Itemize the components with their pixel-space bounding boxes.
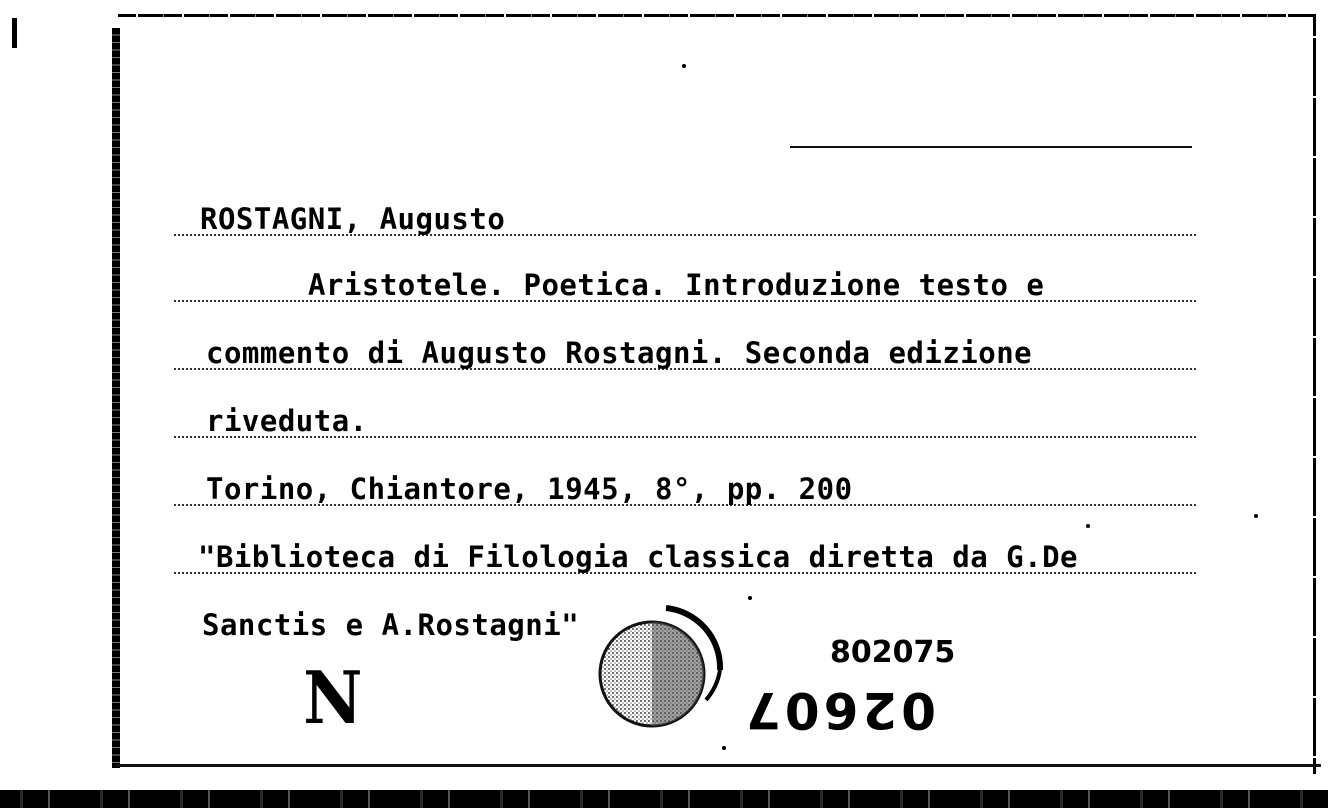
scan-speck bbox=[682, 64, 686, 68]
card-border-top bbox=[118, 14, 1313, 17]
call-number: 802075 bbox=[830, 635, 956, 670]
scan-speck bbox=[1254, 514, 1258, 518]
card-border-left bbox=[112, 28, 120, 768]
imprint-line: Torino, Chiantore, 1945, 8°, pp. 200 bbox=[206, 472, 853, 506]
title-line-3: riveduta. bbox=[206, 404, 368, 438]
inventory-number: 02607 bbox=[742, 681, 936, 739]
scan-speck bbox=[748, 596, 752, 600]
card-border-bottom bbox=[116, 764, 1321, 767]
scan-speck bbox=[1086, 524, 1090, 528]
header-rule bbox=[790, 146, 1192, 148]
margin-mark-icon bbox=[12, 18, 17, 48]
scan-edge bbox=[0, 790, 1328, 808]
card-border-right bbox=[1313, 14, 1316, 774]
scan-speck bbox=[722, 746, 726, 750]
circular-stamp-icon bbox=[596, 600, 736, 732]
series-line-2: Sanctis e A.Rostagni" bbox=[202, 608, 580, 642]
title-line-2: commento di Augusto Rostagni. Seconda edizione bbox=[206, 336, 1033, 370]
shelf-mark: N bbox=[303, 655, 363, 740]
series-line-1: "Biblioteca di Filologia classica diretta da G.De bbox=[198, 540, 1079, 574]
author-heading: ROSTAGNI, Augusto bbox=[200, 202, 506, 236]
title-line-1: Aristotele. Poetica. Introduzione testo e bbox=[308, 268, 1045, 302]
